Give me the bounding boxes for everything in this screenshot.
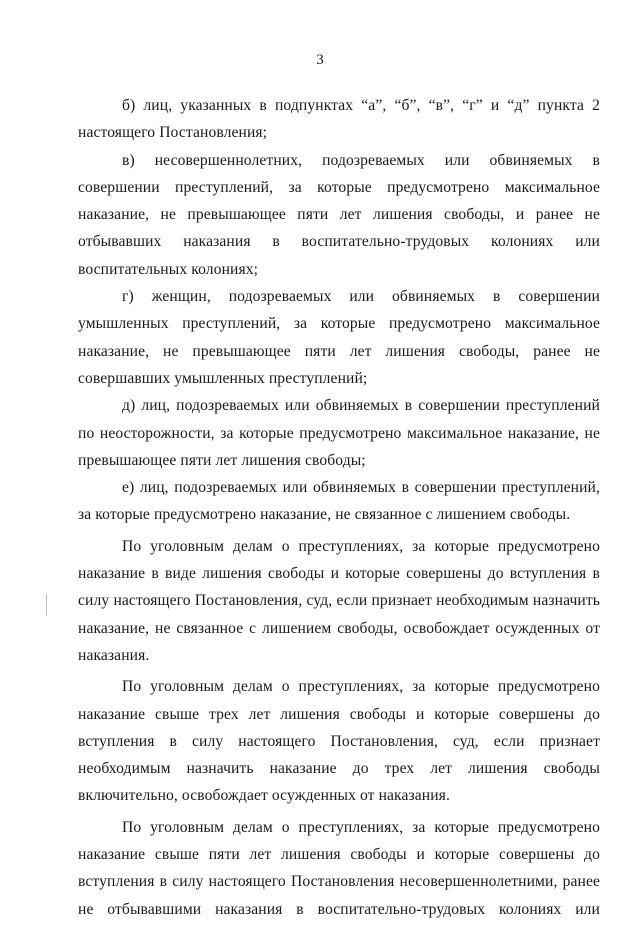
margin-mark bbox=[46, 594, 47, 616]
paragraph-d: д) лиц, подозреваемых или обвиняемых в совершении преступлений по неосторожности, за которые предусмотрено максимальное наказание, не превышающее пяти лет лишения свободы; bbox=[78, 397, 600, 469]
paragraph-e: е) лиц, подозреваемых или обвиняемых в совершении преступлений, за которые предусмотрено наказание, не связанное с лишением свободы. bbox=[78, 479, 600, 524]
paragraph-criminal-cases-1: По уголовным делам о преступлениях, за которые предусмотрено наказание в виде лишения свободы и которые совершены до вступления в силу настоящего Постановления, суд, если признает необходимым назначить наказание, не связанное с лишением свободы, освобождает осужденных от наказания. bbox=[78, 537, 600, 664]
paragraph-criminal-cases-2: По уголовным делам о преступлениях, за которые предусмотрено наказание свыше трех лет лишения свободы и которые совершены до вступления в силу настоящего Постановления, суд, если признает необходимым назначить наказание до трех лет лишения свободы включительно, освобождает осужденных от наказания. bbox=[78, 678, 600, 805]
paragraph-b: б) лиц, указанных в подпунктах “а”, “б”, “в”, “г” и “д” пункта 2 настоящего Постановления; bbox=[78, 97, 600, 142]
paragraph-criminal-cases-3: По уголовным делам о преступлениях, за которые предусмотрено наказание свыше пяти лет лишения свободы и которые совершены до вступления в силу настоящего Постановления несовершеннолетними, ранее не отбывавшими наказания в воспитательно-трудовых колониях или bbox=[78, 818, 600, 918]
page-number: 3 bbox=[316, 52, 324, 68]
paragraph-g: г) женщин, подозреваемых или обвиняемых в совершении умышленных преступлений, за которые предусмотрено максимальное наказание, не превышающее пяти лет лишения свободы, ранее не совершавших умышленных преступлений; bbox=[78, 288, 600, 387]
document-body bbox=[78, 92, 600, 927]
paragraph-v: в) несовершеннолетних, подозреваемых или обвиняемых в совершении преступлений, за которые предусмотрено максимальное наказание, не превышающее пяти лет лишения свободы, и ранее не отбывавших наказания в воспитательно-трудовых колониях или воспитательных колониях; bbox=[78, 151, 600, 278]
